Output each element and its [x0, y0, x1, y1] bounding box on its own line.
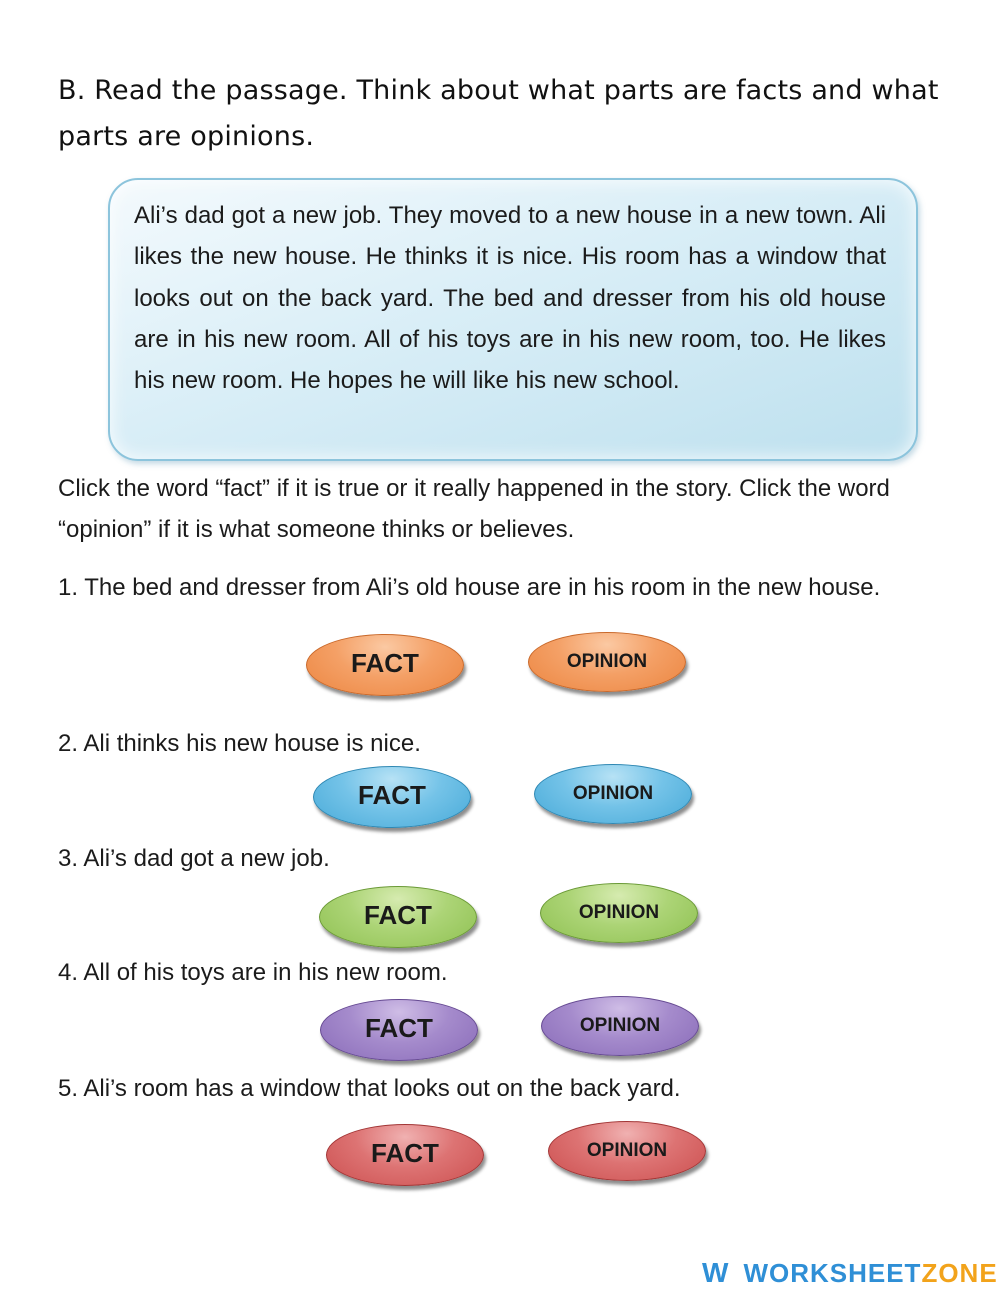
fact-label: FACT [351, 647, 419, 678]
fact-button-3[interactable] [319, 886, 477, 948]
question-3: 3. Ali’s dad got a new job. [58, 845, 330, 872]
logo-w-icon: W [702, 1257, 730, 1288]
fact-label: FACT [365, 1012, 433, 1043]
question-2: 2. Ali thinks his new house is nice. [58, 730, 421, 757]
brand-name-part2: ZONE [921, 1257, 998, 1288]
opinion-label: OPINION [586, 1140, 668, 1161]
section-heading: B. Read the passage. Think about what parts are facts and what parts are opinions. [58, 75, 939, 152]
fact-button-4[interactable] [320, 999, 478, 1061]
opinion-button-4[interactable] [541, 996, 699, 1056]
fact-button-2[interactable] [313, 766, 471, 828]
fact-label: FACT [364, 899, 432, 930]
opinion-button-2[interactable] [534, 764, 692, 824]
fact-button-5[interactable] [326, 1124, 484, 1186]
opinion-label: OPINION [572, 783, 654, 804]
fact-label: FACT [371, 1137, 439, 1168]
opinion-button-1[interactable] [528, 632, 686, 692]
opinion-label: OPINION [566, 651, 648, 672]
opinion-label: OPINION [578, 902, 660, 923]
question-5: 5. Ali’s room has a window that looks out on the back yard. [58, 1075, 681, 1102]
brand-name-part1: WORKSHEET [743, 1257, 922, 1288]
brand-name [743, 1258, 997, 1289]
passage-text: Ali’s dad got a new job. They moved to a new house in a new town. Ali likes the new house. He thinks it is nice. His room has a window that looks out on the back yard. The bed and dresser from his old house are in his new room. All of his toys are in his new room, too. He likes his new room. He hopes he will like his new school. [134, 202, 886, 395]
instructions: Click the word “fact” if it is true or it really happened in the story. Click the word “opinion” if it is what someone thinks or believes. [58, 475, 890, 543]
worksheetzone-logo [702, 1256, 998, 1290]
opinion-label: OPINION [579, 1015, 661, 1036]
opinion-button-3[interactable] [540, 883, 698, 943]
fact-label: FACT [358, 779, 426, 810]
question-4: 4. All of his toys are in his new room. [58, 959, 448, 986]
fact-button-1[interactable] [306, 634, 464, 696]
opinion-button-5[interactable] [548, 1121, 706, 1181]
question-1: 1. The bed and dresser from Ali’s old house are in his room in the new house. [58, 574, 881, 601]
